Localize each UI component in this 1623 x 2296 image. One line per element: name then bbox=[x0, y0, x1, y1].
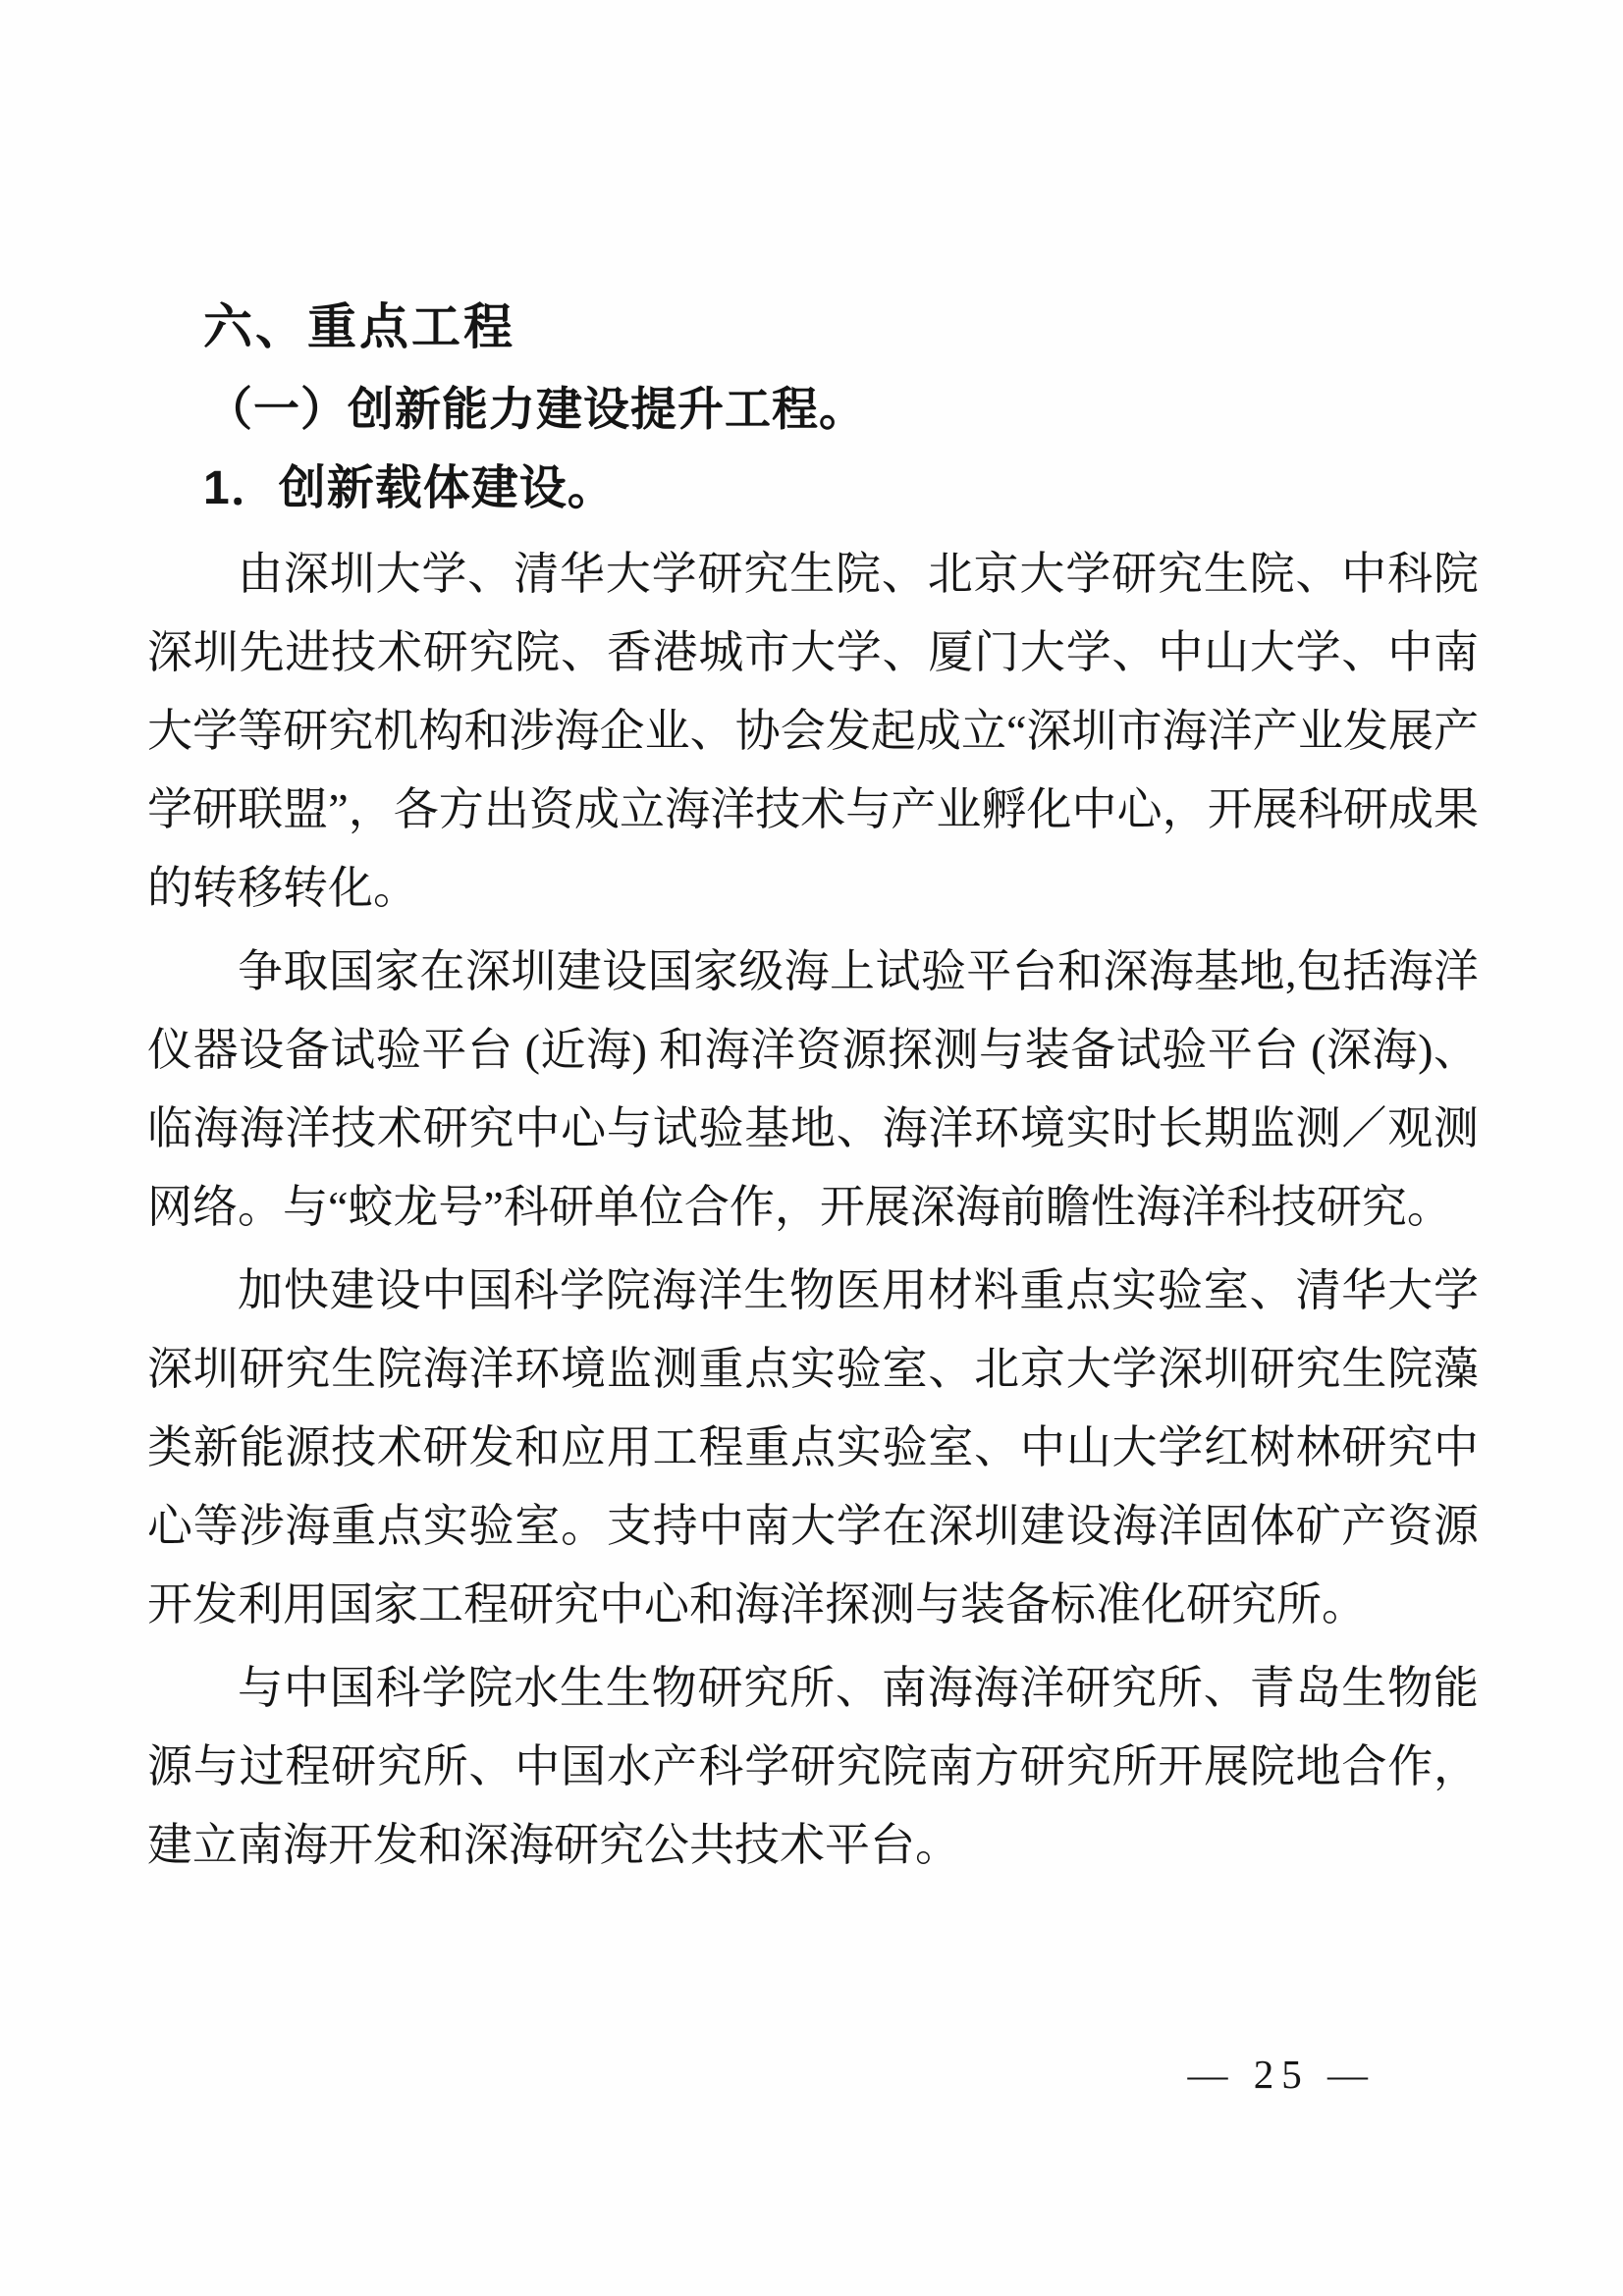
paragraph-institute-cooperation: 与中国科学院水生生物研究所、南海海洋研究所、青岛生物能源与过程研究所、中国水产科学研究院南方研究所开展院地合作，建立南海开发和深海研究公共技术平台。 bbox=[147, 1663, 1479, 1870]
item-heading: 1．创新载体建设。 bbox=[203, 462, 616, 514]
paragraph-key-laboratories: 加快建设中国科学院海洋生物医用材料重点实验室、清华大学深圳研究生院海洋环境监测重点实验室、北京大学深圳研究生院藻类新能源技术研发和应用工程重点实验室、中山大学红树林研究中心等涉海重点实验室。支持中南大学在深圳建设海洋固体矿产资源开发利用国家工程研究中心和海洋探测与装备标准化研究所。 bbox=[147, 1265, 1479, 1629]
paragraph-alliance: 由深圳大学、清华大学研究生院、北京大学研究生院、中科院深圳先进技术研究院、香港城市大学、厦门大学、中山大学、中南大学等研究机构和涉海企业、协会发起成立“深圳市海洋产业发展产学研联盟”，各方出资成立海洋技术与产业孵化中心，开展科研成果的转移转化。 bbox=[147, 549, 1479, 913]
subsection-heading: （一）创新能力建设提升工程。 bbox=[206, 385, 866, 436]
page-number: — 25 — bbox=[1187, 2052, 1376, 2097]
paragraph-national-platforms: 争取国家在深圳建设国家级海上试验平台和深海基地,包括海洋仪器设备试验平台 (近海) 和海洋资源探测与装备试验平台 (深海)、临海海洋技术研究中心与试验基地、海洋环境实时长期监测／观测网络。与“蛟龙号”科研单位合作，开展深海前瞻性海洋科技研究。 bbox=[147, 946, 1479, 1232]
document-content bbox=[147, 288, 1479, 1885]
section-heading: 六、重点工程 bbox=[203, 299, 515, 354]
